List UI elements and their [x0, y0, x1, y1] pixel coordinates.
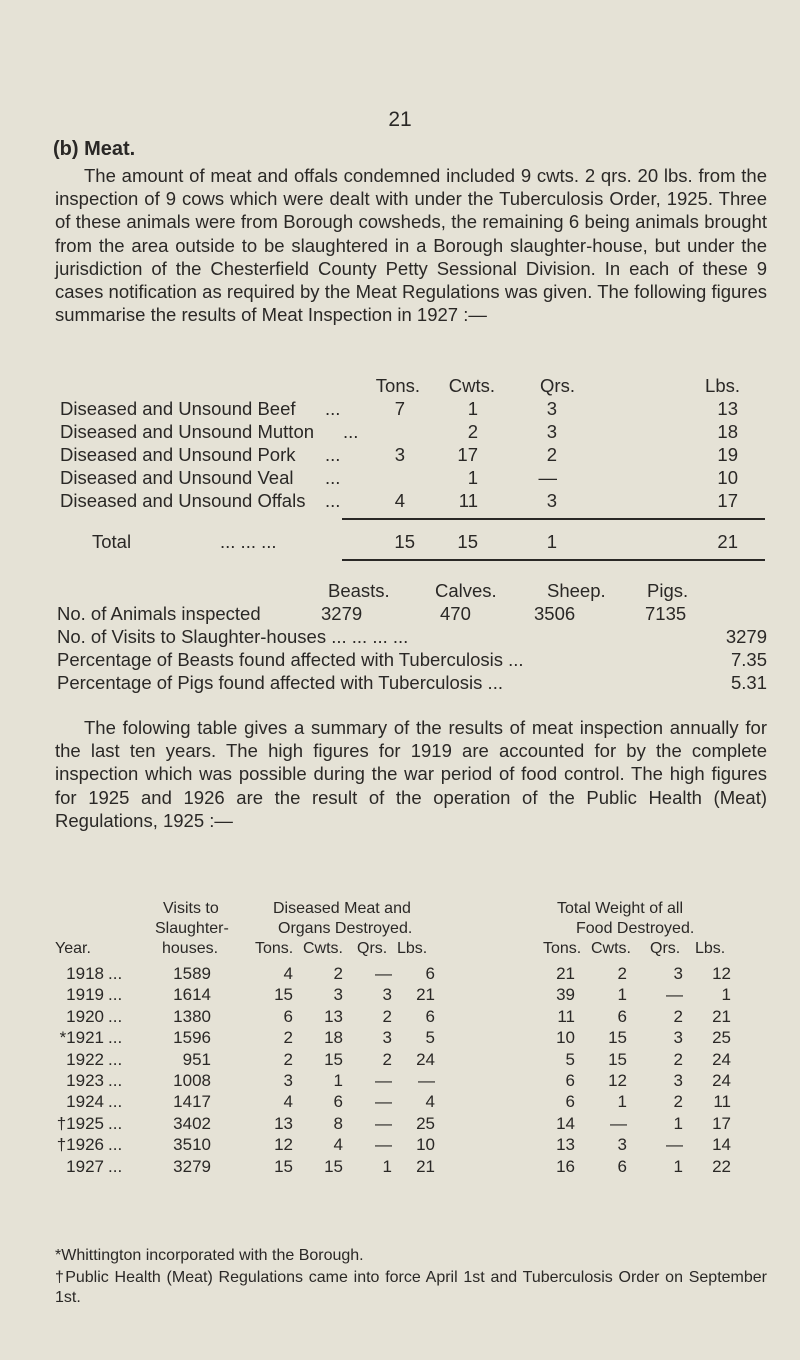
cell-year: 1918	[66, 964, 104, 983]
cell-visits: 1417	[173, 1092, 211, 1112]
visits-label: No. of Visits to Slaughter-houses ... ... ... ...	[57, 626, 409, 647]
cell-total: 6	[565, 1071, 575, 1090]
cell-total: 11	[557, 1006, 575, 1026]
row-label: Diseased and Unsound Offals	[60, 490, 306, 511]
cell-visits: 1589	[173, 964, 211, 983]
cell-total: 12	[608, 1071, 627, 1090]
cell-total: 1	[617, 985, 627, 1005]
inspected-beasts: 3279	[321, 603, 363, 624]
cell-year: 1920	[66, 1006, 104, 1026]
header-t-tons: Tons.	[543, 940, 582, 957]
cell-dots: ...	[108, 1135, 123, 1155]
table-row	[55, 1135, 767, 1156]
header-sheep: Sheep.	[547, 580, 606, 601]
cell-diseased: 15	[274, 1156, 293, 1176]
cell-cwts: 2	[467, 421, 478, 442]
cell-visits: 3510	[173, 1135, 211, 1155]
cell-diseased: 3	[283, 1071, 293, 1090]
header-qrs: Qrs.	[540, 375, 575, 396]
table-row	[55, 1028, 767, 1049]
cell-visits: 1596	[173, 1028, 211, 1048]
cell-total: 5	[565, 1049, 575, 1069]
cell-visits: 3402	[173, 1113, 211, 1133]
cell-diseased: 6	[333, 1092, 343, 1112]
cell-total: 2	[673, 1092, 683, 1112]
cell-dots: ...	[108, 1113, 123, 1133]
row-label: Diseased and Unsound Veal	[60, 467, 294, 488]
header-tons: Tons.	[375, 375, 420, 396]
cell-dots: ...	[108, 1092, 123, 1112]
header-lbs: Lbs.	[705, 375, 740, 396]
header-d-qrs: Qrs.	[357, 940, 388, 957]
header-visits-3: houses.	[162, 940, 219, 957]
cell-total: —	[666, 1135, 683, 1155]
inspected-pigs: 7135	[645, 603, 687, 624]
table-row	[55, 1007, 767, 1028]
cell-total: 3	[673, 1028, 683, 1048]
cell-diseased: 18	[324, 1028, 343, 1048]
row-dots: ...	[325, 444, 341, 465]
cell-total: 14	[712, 1135, 731, 1155]
row-dots: ...	[343, 421, 359, 442]
cell-visits: 1008	[173, 1071, 211, 1090]
cell-total: 6	[617, 1006, 627, 1026]
cell-diseased: 1	[382, 1156, 392, 1176]
cell-total: 1	[617, 1092, 627, 1112]
pigs-tb-value: 5.31	[730, 672, 767, 693]
cell-dots: ...	[108, 985, 123, 1005]
cell-diseased: 21	[416, 985, 435, 1005]
cell-diseased: 15	[324, 1156, 343, 1176]
cell-total: 1	[673, 1113, 683, 1133]
cell-diseased: 25	[416, 1113, 435, 1133]
cell-diseased: —	[375, 1135, 392, 1155]
cell-diseased: 6	[425, 964, 435, 983]
cell-diseased: 4	[283, 1092, 293, 1112]
cell-diseased: 5	[425, 1028, 435, 1048]
cell-lbs: 10	[717, 467, 738, 488]
header-t-cwts: Cwts.	[591, 940, 631, 957]
cell-total: 3	[617, 1135, 627, 1155]
cell-total: 2	[617, 964, 627, 983]
header-visits-2: Slaughter-	[155, 920, 229, 937]
cell-lbs: 17	[717, 490, 738, 511]
header-diseased-1: Diseased Meat and	[273, 900, 411, 917]
table-row	[55, 985, 767, 1006]
pigs-tb-label: Percentage of Pigs found affected with Tuberculosis ...	[57, 672, 503, 693]
cell-cwts: 1	[467, 398, 478, 419]
total-qrs: 1	[546, 531, 557, 552]
cell-diseased: 8	[333, 1113, 343, 1133]
cell-diseased: —	[375, 1113, 392, 1133]
cell-diseased: 13	[324, 1006, 343, 1026]
total-lbs: 21	[717, 531, 738, 552]
table-row	[55, 1050, 767, 1071]
cell-qrs: 2	[546, 444, 557, 465]
row-dots: ...	[325, 398, 341, 419]
cell-year: †1926	[56, 1135, 104, 1155]
cell-lbs: 18	[717, 421, 738, 442]
cell-total: 15	[608, 1049, 627, 1069]
cell-total: 22	[712, 1156, 731, 1176]
page-number: 21	[388, 108, 412, 131]
cell-visits: 1614	[173, 985, 211, 1005]
cell-lbs: 13	[717, 398, 738, 419]
cell-diseased: 2	[382, 1049, 392, 1069]
cell-year: 1927	[66, 1156, 104, 1176]
cell-diseased: —	[375, 964, 392, 983]
cell-total: 25	[712, 1028, 731, 1048]
cell-total: 24	[712, 1049, 731, 1069]
cell-diseased: 3	[382, 985, 392, 1005]
divider-rule	[342, 518, 765, 520]
cell-total: 3	[673, 964, 683, 983]
cell-total: 11	[713, 1092, 731, 1112]
cell-lbs: 19	[717, 444, 738, 465]
cell-visits: 3279	[173, 1156, 211, 1176]
cell-diseased: 10	[416, 1135, 435, 1155]
header-diseased-2: Organs Destroyed.	[278, 920, 413, 937]
cell-diseased: 4	[283, 964, 293, 983]
cell-total: 13	[556, 1135, 575, 1155]
total-cwts: 15	[457, 531, 478, 552]
cell-tons: 7	[394, 398, 405, 419]
cell-total: 6	[617, 1156, 627, 1176]
cell-diseased: 21	[416, 1156, 435, 1176]
cell-total: —	[666, 985, 683, 1005]
cell-diseased: 2	[283, 1028, 293, 1048]
cell-diseased: 15	[274, 985, 293, 1005]
cell-dots: ...	[108, 1006, 123, 1026]
cell-total: 21	[556, 964, 575, 983]
cell-qrs: 3	[546, 421, 557, 442]
table-row	[55, 964, 767, 985]
header-cwts: Cwts.	[448, 375, 495, 396]
header-d-tons: Tons.	[255, 940, 294, 957]
header-visits-1: Visits to	[163, 900, 219, 917]
cell-diseased: 24	[416, 1049, 435, 1069]
cell-diseased: 2	[382, 1006, 392, 1026]
cell-dots: ...	[108, 1071, 123, 1090]
cell-diseased: —	[375, 1092, 392, 1112]
cell-diseased: —	[418, 1071, 435, 1090]
header-d-lbs: Lbs.	[397, 940, 428, 957]
table-row	[55, 1114, 767, 1135]
row-label: Diseased and Unsound Pork	[60, 444, 296, 465]
cell-total: 21	[712, 1006, 731, 1026]
cell-diseased: 6	[283, 1006, 293, 1026]
header-total-1: Total Weight of all	[557, 900, 683, 917]
cell-total: 10	[556, 1028, 575, 1048]
footnote-whittington: *Whittington incorporated with the Borough.	[55, 1247, 364, 1264]
animals-block	[57, 580, 769, 700]
cell-qrs: 3	[546, 398, 557, 419]
cell-year: *1921	[59, 1028, 104, 1048]
cell-total: 2	[673, 1049, 683, 1069]
total-tons: 15	[394, 531, 415, 552]
cell-diseased: 3	[382, 1028, 392, 1048]
header-total-2: Food Destroyed.	[576, 920, 695, 937]
cell-total: 1	[721, 985, 731, 1005]
cell-visits: 951	[182, 1049, 211, 1069]
cell-diseased: 2	[283, 1049, 293, 1069]
intro-paragraph: The amount of meat and offals condemned included 9 cwts. 2 qrs. 20 lbs. from the inspection of 9 cows which were dealt with under the Tuberculosis Order, 1925. Three of these animals were from Borough cowsheds, the remaining 6 being animals brought from the area outside to be slaughtered in a Borough slaughter-house, but under the jurisdiction of the Chesterfield County Petty Sessional Division. In each of these 9 cases notification as required by the Meat Regulations was given. The following figures summarise the results of Meat Inspection in 1927 :—	[55, 165, 767, 326]
row-dots: ...	[325, 490, 341, 511]
cell-cwts: 11	[458, 490, 478, 511]
cell-qrs: —	[538, 467, 557, 488]
cell-cwts: 1	[467, 467, 478, 488]
cell-dots: ...	[108, 1049, 123, 1069]
beasts-tb-value: 7.35	[730, 649, 767, 670]
header-year: Year.	[55, 940, 91, 957]
header-calves: Calves.	[435, 580, 497, 601]
beasts-tb-label: Percentage of Beasts found affected with Tuberculosis ...	[57, 649, 524, 670]
cell-dots: ...	[108, 1156, 123, 1176]
cell-total: 3	[673, 1071, 683, 1090]
cell-total: 15	[608, 1028, 627, 1048]
table-row	[55, 1157, 767, 1178]
cell-diseased: 3	[333, 985, 343, 1005]
summary-paragraph: The folowing table gives a summary of the results of meat inspection annually for the last ten years. The high figures for 1919 are accounted for by the complete inspection which was possible during the war period of food control. The high figures for 1925 and 1926 are the result of the operation of the Public Health (Meat) Regulations, 1925 :—	[55, 717, 767, 831]
cell-year: 1924	[66, 1092, 104, 1112]
cell-qrs: 3	[546, 490, 557, 511]
cell-diseased: —	[375, 1071, 392, 1090]
row-dots: ...	[325, 467, 341, 488]
visits-value: 3279	[725, 626, 767, 647]
cell-dots: ...	[108, 1028, 123, 1048]
header-beasts: Beasts.	[328, 580, 390, 601]
header-t-qrs: Qrs.	[650, 940, 681, 957]
total-dots: ... ... ...	[220, 531, 277, 552]
cell-diseased: 12	[274, 1135, 293, 1155]
inspected-sheep: 3506	[534, 603, 576, 624]
meat-summary-table	[60, 374, 765, 574]
cell-diseased: 6	[425, 1006, 435, 1026]
inspected-label: No. of Animals inspected	[57, 603, 261, 624]
header-d-cwts: Cwts.	[303, 940, 343, 957]
cell-year: 1922	[66, 1049, 104, 1069]
cell-year: 1919	[66, 985, 104, 1005]
table-row	[55, 1071, 767, 1092]
inspected-calves: 470	[440, 603, 471, 624]
row-label: Diseased and Unsound Mutton	[60, 421, 315, 442]
cell-tons: 3	[394, 444, 405, 465]
cell-total: 16	[556, 1156, 575, 1176]
cell-diseased: 4	[425, 1092, 435, 1112]
total-label: Total	[92, 531, 132, 552]
cell-total: 6	[565, 1092, 575, 1112]
cell-cwts: 17	[457, 444, 478, 465]
cell-total: 1	[673, 1156, 683, 1176]
table-row	[55, 1092, 767, 1113]
cell-total: 14	[556, 1113, 575, 1133]
header-t-lbs: Lbs.	[695, 940, 726, 957]
cell-year: 1923	[66, 1071, 104, 1090]
cell-total: 24	[712, 1071, 731, 1090]
cell-dots: ...	[108, 964, 123, 983]
cell-total: 12	[712, 964, 731, 983]
cell-total: 39	[556, 985, 575, 1005]
cell-diseased: 15	[324, 1049, 343, 1069]
cell-total: 17	[712, 1113, 731, 1133]
cell-visits: 1380	[173, 1006, 211, 1026]
cell-diseased: 13	[274, 1113, 293, 1133]
header-pigs: Pigs.	[647, 580, 689, 601]
cell-year: †1925	[56, 1113, 104, 1133]
cell-diseased: 1	[333, 1071, 343, 1090]
cell-tons: 4	[394, 490, 405, 511]
section-heading: (b) Meat.	[53, 138, 136, 160]
cell-diseased: 4	[333, 1135, 343, 1155]
footnote-regulations: †Public Health (Meat) Regulations came into force April 1st and Tuberculosis Order on September 1st.	[55, 1269, 767, 1306]
divider-rule	[342, 559, 765, 561]
cell-diseased: 2	[333, 964, 343, 983]
annual-summary-table	[55, 896, 767, 1236]
cell-total: —	[610, 1113, 627, 1133]
cell-total: 2	[673, 1006, 683, 1026]
row-label: Diseased and Unsound Beef	[60, 398, 296, 419]
